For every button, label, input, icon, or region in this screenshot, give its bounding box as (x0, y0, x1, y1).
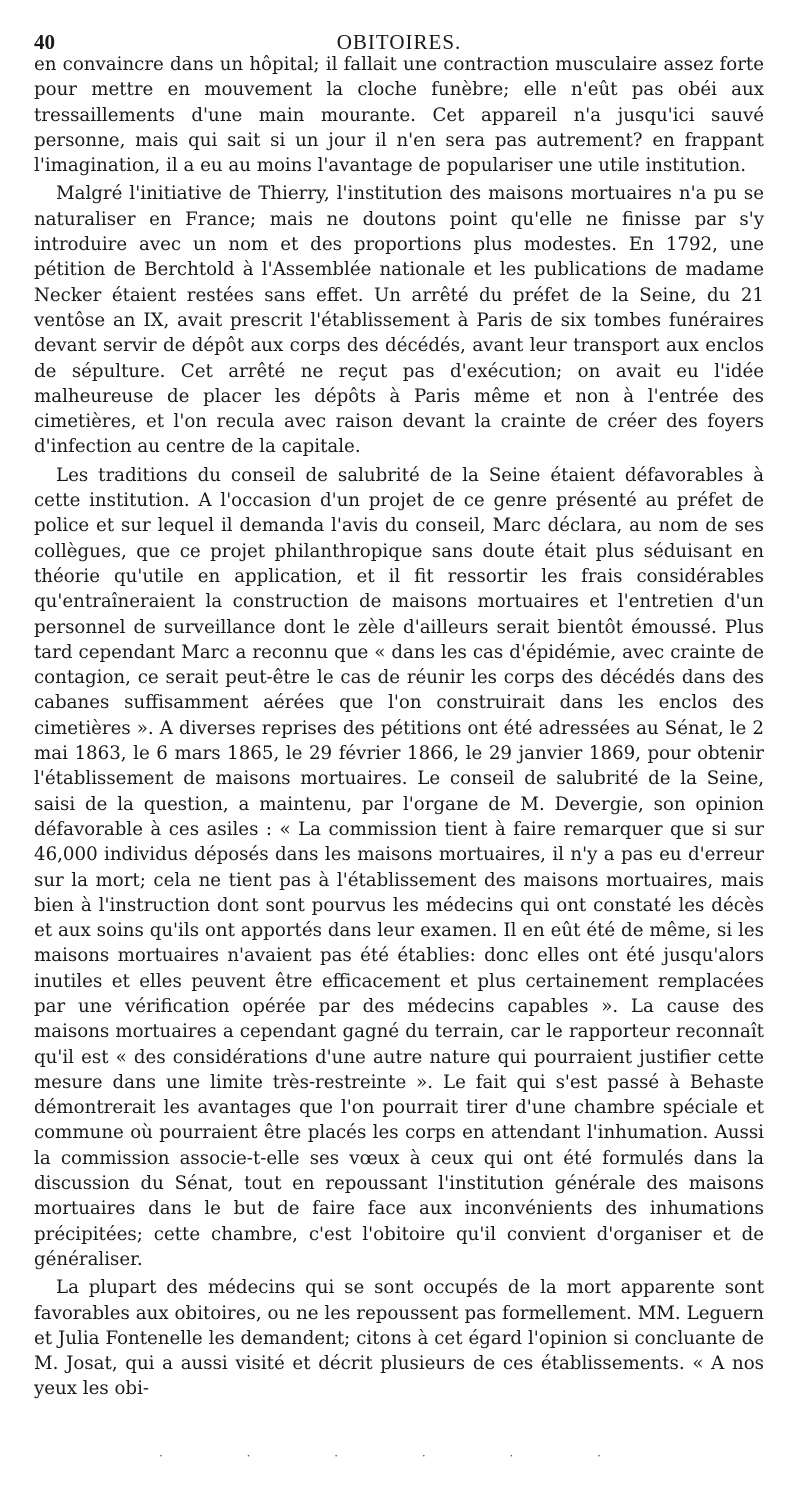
book-page (34, 22, 764, 1402)
running-head (34, 22, 764, 54)
paragraph: La plupart des médecins qui se sont occupés de la mort apparente sont favorables aux obitoires, ou ne les repoussent pas formellement. MM. Leguern et Julia Fontenelle les demandent; citons à cet égard l'opinion si concluante de M. Josat, qui a aussi visité et décrit plusieurs de ces établissements. « A nos yeux les obi- (34, 1277, 764, 1400)
footer-marks: · · · · · · (159, 1449, 641, 1463)
running-title: OBITOIRES. (336, 30, 462, 54)
paragraph: Les traditions du conseil de salubrité de la Seine étaient défavorables à cette institution. A l'occasion d'un projet de ce genre présenté au préfet de police et sur lequel il demanda l'avis du conseil, Marc déclara, au nom de ses collègues, que ce projet philanthropique sans doute était plus séduisant en théorie qu'utile en application, et il fit ressortir les frais considérables qu'entraîneraient la construction de maisons mortuaires et l'entretien d'un personnel de surveillance dont le zèle d'ailleurs serait bientôt émoussé. Plus tard cependant Marc a reconnu que « dans les cas d'épidémie, avec crainte de contagion, ce serait peut-être le cas de réunir les corps des décédés dans des cabanes suffisamment aérées que l'on construirait dans les enclos des cimetières ». A diverses reprises des pétitions ont été adressées au Sénat, le 2 mai 1863, le 6 mars 1865, le 29 février 1866, le 29 janvier 1869, pour obtenir l'établissement de maisons mortuaires. Le conseil de salubrité de la Seine, saisi de la question, a maintenu, par l'organe de M. Devergie, son opinion défavorable à ces asiles : « La commission tient à faire remarquer que si sur 46,000 individus déposés dans les maisons mortuaires, il n'y a pas eu d'erreur sur la mort; cela ne tient pas à l'établissement des maisons mortuaires, mais bien à l'instruction dont sont pourvus les médecins qui ont constaté les décès et aux soins qu'ils ont apportés dans leur examen. Il en eût été de même, si les maisons mortuaires n'avaient pas été établies: donc elles ont été jusqu'alors inutiles et elles peuvent être efficacement et plus certainement remplacées par une vérification opérée par des médecins capables ». La cause des maisons mortuaires a cependant gagné du terrain, car le rapporteur reconnaît qu'il est « des considérations d'une autre nature qui pourraient justifier cette mesure dans une limite très-restreinte ». Le fait qui s'est passé à Behaste démontrerait les avantages que l'on pourrait tirer d'une chambre spéciale et commune où pourraient être placés les corps en attendant l'inhumation. Aussi la commission associe-t-elle ses vœux à ceux qui ont été formulés dans la discussion du Sénat, tout en repoussant l'institution générale des maisons mortuaires dans le but de faire face aux inconvénients des inhumations précipitées; cette chambre, c'est l'obitoire qu'il convient d'organiser et de généraliser. (34, 464, 764, 1270)
paragraph-continued: en convaincre dans un hôpital; il fallait une contraction musculaire assez forte pour mettre en mouvement la cloche funèbre; elle n'eût pas obéi aux tressaillements d'une main mourante. Cet appareil n'a jusqu'ici sauvé personne, mais qui sait si un jour il n'en sera pas autrement? en frappant l'imagination, il a eu au moins l'avantage de populariser une utile institution. (34, 54, 764, 177)
body-text (34, 52, 764, 1402)
paragraph: Malgré l'initiative de Thierry, l'institution des maisons mortuaires n'a pu se naturaliser en France; mais ne doutons point qu'elle ne finisse par s'y introduire avec un nom et des proportions plus modestes. En 1792, une pétition de Berchtold à l'Assemblée nationale et les publications de madame Necker étaient restées sans effet. Un arrêté du préfet de la Seine, du 21 ventôse an IX, avait prescrit l'établissement à Paris de six tombes funéraires devant servir de dépôt aux corps des décédés, avant leur transport aux enclos de sépulture. Cet arrêté ne reçut pas d'exécution; on avait eu l'idée malheureuse de placer les dépôts à Paris même et non à l'entrée des cimetières, et l'on recula avec raison devant la crainte de créer des foyers d'infection au centre de la capitale. (34, 183, 764, 458)
page-number: 40 (34, 30, 55, 54)
